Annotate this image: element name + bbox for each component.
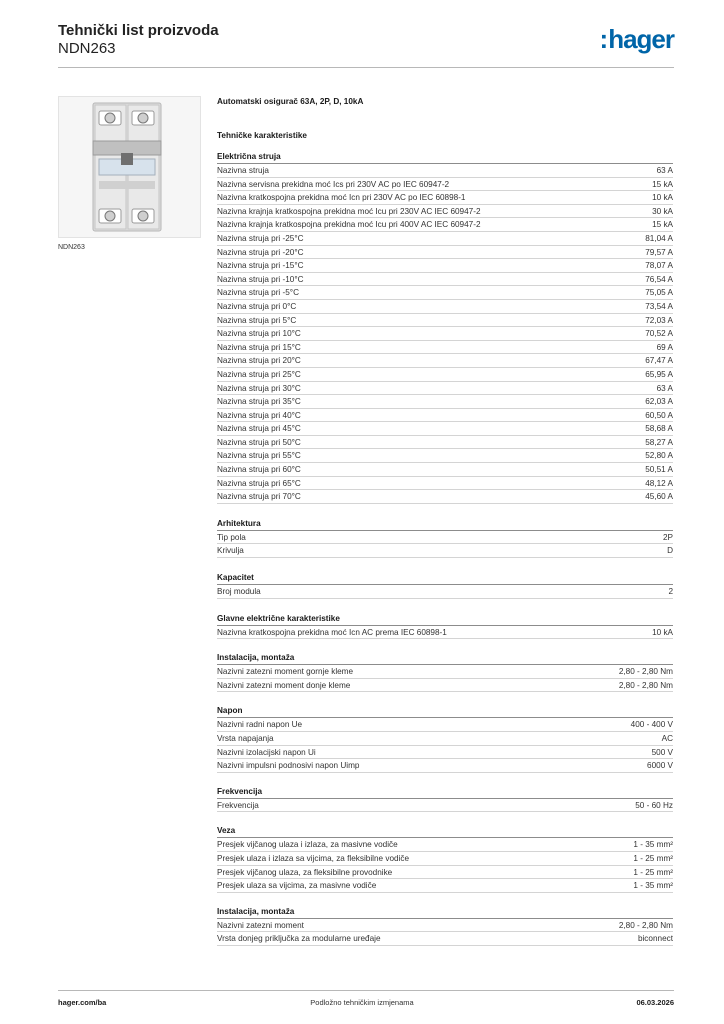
footer-disclaimer: Podložno tehničkim izmjenama	[310, 998, 414, 1007]
spec-value: D	[667, 546, 673, 556]
spec-row	[217, 838, 673, 852]
spec-value: 48,12 A	[645, 478, 673, 488]
spec-value: 2,80 - 2,80 Nm	[618, 920, 673, 930]
spec-row	[217, 178, 673, 192]
document-title: Tehnički list proizvoda	[58, 22, 219, 39]
spec-label: Nazivna struja pri -25°C	[217, 233, 304, 243]
spec-row	[217, 919, 673, 933]
spec-value: biconnect	[637, 934, 673, 944]
circuit-breaker-illustration	[59, 97, 200, 237]
spec-label: Presjek vijčanog ulaza i izlaza, za masivne vodiče	[217, 840, 398, 850]
spec-section	[217, 518, 673, 558]
spec-section	[217, 572, 673, 599]
spec-row	[217, 626, 673, 640]
spec-label: Nazivna struja pri 45°C	[217, 424, 301, 434]
spec-value: 73,54 A	[645, 301, 673, 311]
spec-label: Nazivna struja pri 65°C	[217, 478, 301, 488]
spec-value: 1 - 35 mm²	[633, 881, 673, 891]
spec-section	[217, 652, 673, 692]
spec-label: Nazivna struja pri 35°C	[217, 397, 301, 407]
spec-value: 72,03 A	[645, 315, 673, 325]
spec-value: 10 kA	[652, 193, 673, 203]
spec-label: Vrsta napajanja	[217, 734, 274, 743]
spec-row	[217, 341, 673, 355]
spec-row	[217, 436, 673, 450]
spec-row	[217, 422, 673, 436]
product-code: NDN263	[58, 40, 116, 57]
spec-value: 63 A	[656, 383, 673, 393]
spec-value: AC	[661, 734, 673, 743]
spec-row	[217, 368, 673, 382]
spec-label: Nazivni zatezni moment	[217, 920, 304, 930]
page-header	[58, 20, 674, 68]
spec-label: Nazivna kratkospojna prekidna moć Icn pri 230V AC po IEC 60898-1	[217, 193, 466, 203]
product-description: Automatski osigurač 63A, 2P, D, 10kA	[217, 97, 364, 106]
spec-value: 1 - 25 mm²	[633, 867, 673, 877]
spec-value: 10 kA	[652, 627, 673, 637]
spec-row	[217, 490, 673, 504]
spec-row	[217, 852, 673, 866]
spec-value: 50,51 A	[645, 465, 673, 475]
spec-row	[217, 382, 673, 396]
spec-value: 67,47 A	[645, 356, 673, 366]
spec-value: 2P	[662, 532, 673, 542]
spec-row	[217, 799, 673, 813]
spec-label: Nazivna krajnja kratkospojna prekidna moć Icu pri 230V AC IEC 60947-2	[217, 206, 481, 216]
spec-value: 76,54 A	[645, 274, 673, 284]
technical-characteristics-heading: Tehničke karakteristike	[217, 131, 307, 140]
spec-label: Nazivna struja pri 55°C	[217, 451, 301, 461]
spec-row	[217, 205, 673, 219]
footer-divider	[58, 990, 674, 991]
spec-label: Tip pola	[217, 532, 246, 542]
spec-label: Nazivna struja pri 25°C	[217, 369, 301, 379]
spec-row	[217, 679, 673, 693]
spec-label: Nazivna struja pri 20°C	[217, 356, 301, 366]
spec-row	[217, 463, 673, 477]
section-title: Frekvencija	[217, 786, 673, 799]
spec-row	[217, 314, 673, 328]
spec-label: Nazivna struja pri 70°C	[217, 492, 301, 502]
spec-row	[217, 286, 673, 300]
spec-value: 2,80 - 2,80 Nm	[618, 680, 673, 690]
spec-row	[217, 395, 673, 409]
spec-row	[217, 300, 673, 314]
spec-row	[217, 879, 673, 893]
spec-label: Nazivna struja pri -20°C	[217, 247, 304, 257]
footer-date: 06.03.2026	[636, 998, 674, 1007]
spec-section	[217, 705, 673, 772]
spec-value: 60,50 A	[645, 410, 673, 420]
spec-row	[217, 732, 673, 746]
spec-row	[217, 866, 673, 880]
section-title: Glavne električne karakteristike	[217, 613, 673, 626]
spec-value: 400 - 400 V	[630, 720, 673, 730]
spec-section	[217, 906, 673, 946]
spec-label: Nazivni impulsni podnosivi napon Uimp	[217, 761, 360, 771]
spec-label: Nazivna struja pri 40°C	[217, 410, 301, 420]
section-title: Veza	[217, 825, 673, 838]
spec-value: 79,57 A	[645, 247, 673, 257]
spec-sections	[217, 151, 673, 946]
spec-value: 75,05 A	[645, 288, 673, 298]
spec-value: 63 A	[656, 166, 673, 175]
spec-value: 70,52 A	[645, 329, 673, 339]
spec-label: Presjek ulaza i izlaza sa vijcima, za fleksibilne vodiče	[217, 853, 410, 863]
spec-section	[217, 151, 673, 504]
spec-value: 58,68 A	[645, 424, 673, 434]
header-divider	[58, 67, 674, 68]
section-title: Arhitektura	[217, 518, 673, 531]
product-image	[58, 96, 201, 238]
spec-row	[217, 585, 673, 599]
spec-label: Nazivna struja pri 0°C	[217, 301, 297, 311]
spec-value: 62,03 A	[645, 397, 673, 407]
spec-row	[217, 449, 673, 463]
spec-label: Nazivna struja pri 5°C	[217, 315, 297, 325]
spec-label: Broj modula	[217, 587, 261, 597]
spec-row	[217, 759, 673, 773]
spec-label: Nazivni zatezni moment gornje kleme	[217, 667, 354, 677]
spec-row	[217, 932, 673, 946]
spec-value: 45,60 A	[645, 492, 673, 502]
spec-value: 30 kA	[652, 206, 673, 216]
section-title: Napon	[217, 705, 673, 718]
spec-label: Nazivna kratkospojna prekidna moć Icn AC prema IEC 60898-1	[217, 627, 447, 637]
spec-row	[217, 665, 673, 679]
spec-value: 78,07 A	[645, 261, 673, 271]
spec-value: 15 kA	[652, 220, 673, 230]
spec-value: 500 V	[651, 747, 673, 757]
spec-label: Nazivna servisna prekidna moć Ics pri 230V AC po IEC 60947-2	[217, 179, 450, 189]
spec-value: 2	[668, 587, 673, 597]
spec-label: Nazivna struja pri 50°C	[217, 437, 301, 447]
spec-row	[217, 273, 673, 287]
spec-sheet	[217, 96, 673, 946]
spec-value: 81,04 A	[645, 233, 673, 243]
spec-label: Vrsta donjeg priključka za modularne uređaje	[217, 934, 381, 944]
spec-label: Frekvencija	[217, 800, 259, 810]
spec-value: 1 - 35 mm²	[633, 840, 673, 850]
spec-label: Nazivna struja pri 30°C	[217, 383, 301, 393]
spec-row	[217, 746, 673, 760]
spec-value: 6000 V	[647, 761, 673, 771]
spec-label: Presjek ulaza sa vijcima, za masivne vodiče	[217, 881, 377, 891]
spec-row	[217, 718, 673, 732]
spec-value: 2,80 - 2,80 Nm	[618, 667, 673, 677]
spec-label: Nazivna struja pri 10°C	[217, 329, 301, 339]
spec-value: 65,95 A	[645, 369, 673, 379]
spec-row	[217, 246, 673, 260]
spec-label: Nazivna struja pri 60°C	[217, 465, 301, 475]
spec-row	[217, 164, 673, 178]
spec-label: Nazivna struja pri 15°C	[217, 342, 301, 352]
section-title: Kapacitet	[217, 572, 673, 585]
spec-section	[217, 613, 673, 640]
product-image-caption: NDN263	[58, 244, 85, 251]
spec-row	[217, 259, 673, 273]
spec-label: Nazivna struja pri -5°C	[217, 288, 299, 298]
section-title: Instalacija, montaža	[217, 906, 673, 919]
spec-row	[217, 327, 673, 341]
section-title: Instalacija, montaža	[217, 652, 673, 665]
spec-row	[217, 232, 673, 246]
spec-section	[217, 786, 673, 813]
section-title: Električna struja	[217, 151, 673, 164]
spec-row	[217, 354, 673, 368]
hager-logo[interactable]: :hager	[599, 24, 674, 54]
spec-row	[217, 218, 673, 232]
footer-website[interactable]: hager.com/ba	[58, 998, 107, 1007]
spec-label: Presjek vijčanog ulaza, za fleksibilne provodnike	[217, 867, 393, 877]
spec-row	[217, 544, 673, 558]
spec-label: Nazivni zatezni moment donje kleme	[217, 680, 351, 690]
spec-value: 52,80 A	[645, 451, 673, 461]
spec-section	[217, 825, 673, 892]
spec-label: Nazivna krajnja kratkospojna prekidna moć Icu pri 400V AC IEC 60947-2	[217, 220, 481, 230]
spec-label: Nazivna struja	[217, 166, 269, 175]
spec-label: Nazivni izolacijski napon Ui	[217, 747, 316, 757]
spec-value: 69 A	[656, 342, 673, 352]
spec-label: Krivulja	[217, 546, 244, 556]
spec-value: 15 kA	[652, 179, 673, 189]
spec-row	[217, 409, 673, 423]
spec-label: Nazivna struja pri -10°C	[217, 274, 304, 284]
spec-label: Nazivna struja pri -15°C	[217, 261, 304, 271]
spec-value: 58,27 A	[645, 437, 673, 447]
spec-row	[217, 191, 673, 205]
spec-label: Nazivni radni napon Ue	[217, 720, 303, 730]
spec-value: 1 - 25 mm²	[633, 853, 673, 863]
spec-value: 50 - 60 Hz	[635, 800, 673, 810]
spec-row	[217, 477, 673, 491]
spec-row	[217, 531, 673, 545]
